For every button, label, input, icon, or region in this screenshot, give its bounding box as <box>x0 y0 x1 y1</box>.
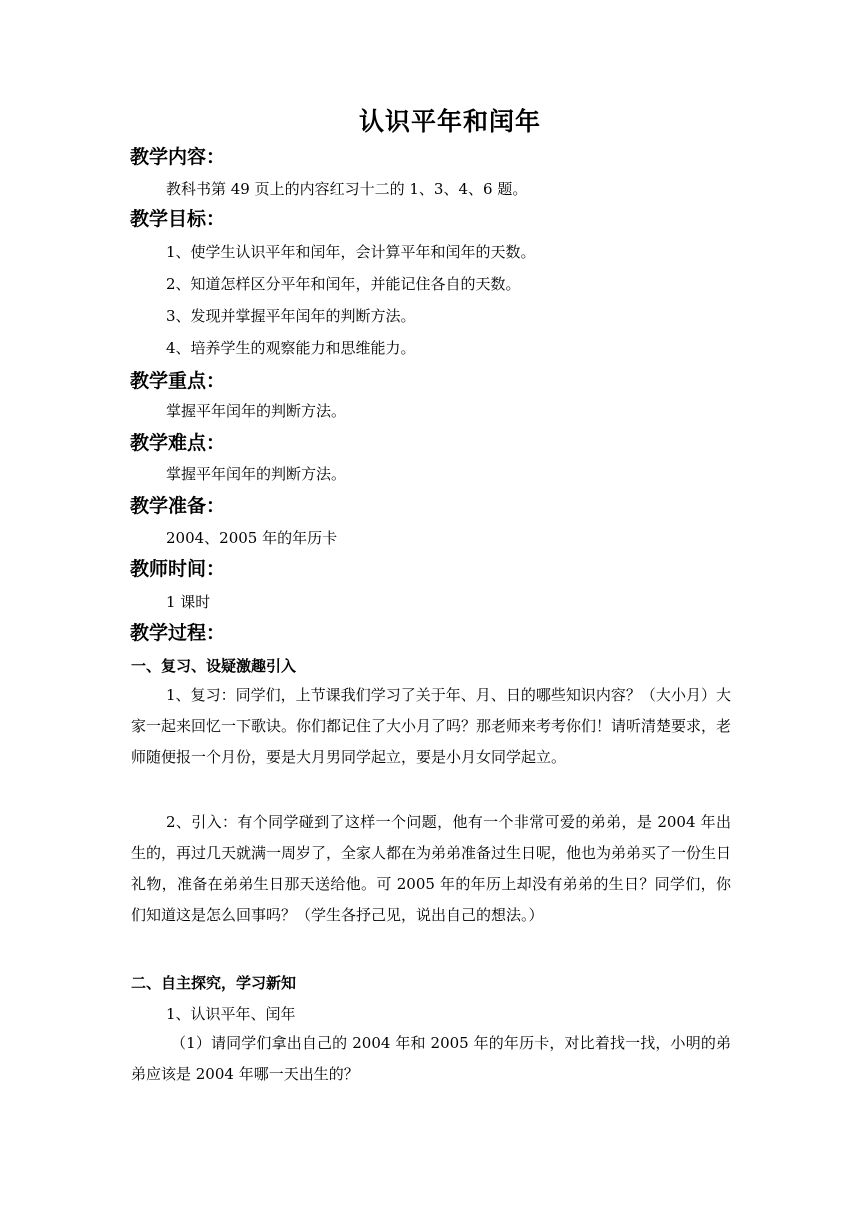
part2-paragraph-1: （1）请同学们拿出自己的 2004 年和 2005 年的年历卡，对比着找一找，小明的弟弟应该是 2004 年哪一天出生的？ <box>131 1034 731 1083</box>
heading-goals: 教学目标： <box>130 208 226 230</box>
part2-subheading: 1、认识平年、闰年 <box>166 1005 296 1023</box>
part2-heading: 二、自主探究，学习新知 <box>131 974 297 992</box>
heading-content: 教学内容： <box>130 146 226 168</box>
time-line: 1 课时 <box>166 593 211 611</box>
content-line: 教科书第 49 页上的内容红习十二的 1、3、4、6 题。 <box>166 180 528 198</box>
part1-intro-paragraph: 2、引入：有个同学碰到了这样一个问题，他有一个非常可爱的弟弟，是 2004 年出生的，再过几天就满一周岁了，全家人都在为弟弟准备过生日呢，他也为弟弟买了一份生日礼物，准备在弟弟生日那天送给他。可 2005 年的年历上却没有弟弟的生日？同学们，你们知道这是怎么回事吗？（学生各抒己见，说出自己的想法。） <box>131 813 732 924</box>
goal-line-3: 3、发现并掌握平年闰年的判断方法。 <box>166 307 416 325</box>
page-title: 认识平年和闰年 <box>358 107 541 136</box>
key-point-line: 掌握平年闰年的判断方法。 <box>166 402 347 420</box>
preparation-line: 2004、2005 年的年历卡 <box>166 529 338 547</box>
goal-line-2: 2、知道怎样区分平年和闰年，并能记住各自的天数。 <box>166 275 521 293</box>
goal-line-4: 4、培养学生的观察能力和思维能力。 <box>166 339 416 357</box>
heading-difficulty: 教学难点： <box>130 432 226 454</box>
heading-time: 教师时间： <box>130 558 226 580</box>
heading-process: 教学过程： <box>130 622 226 644</box>
part1-review-paragraph: 1、复习：同学们，上节课我们学习了关于年、月、日的哪些知识内容？（大小月）大家一起来回忆一下歌诀。你们都记住了大小月了吗？那老师来考考你们！请听清楚要求，老师随便报一个月份，要是大月男同学起立，要是小月女同学起立。 <box>131 686 732 766</box>
heading-key-point: 教学重点： <box>130 370 226 392</box>
part1-heading: 一、复习、设疑激趣引入 <box>131 657 297 675</box>
difficulty-line: 掌握平年闰年的判断方法。 <box>166 465 347 483</box>
goal-line-1: 1、使学生认识平年和闰年，会计算平年和闰年的天数。 <box>166 243 536 261</box>
heading-preparation: 教学准备： <box>130 495 226 517</box>
